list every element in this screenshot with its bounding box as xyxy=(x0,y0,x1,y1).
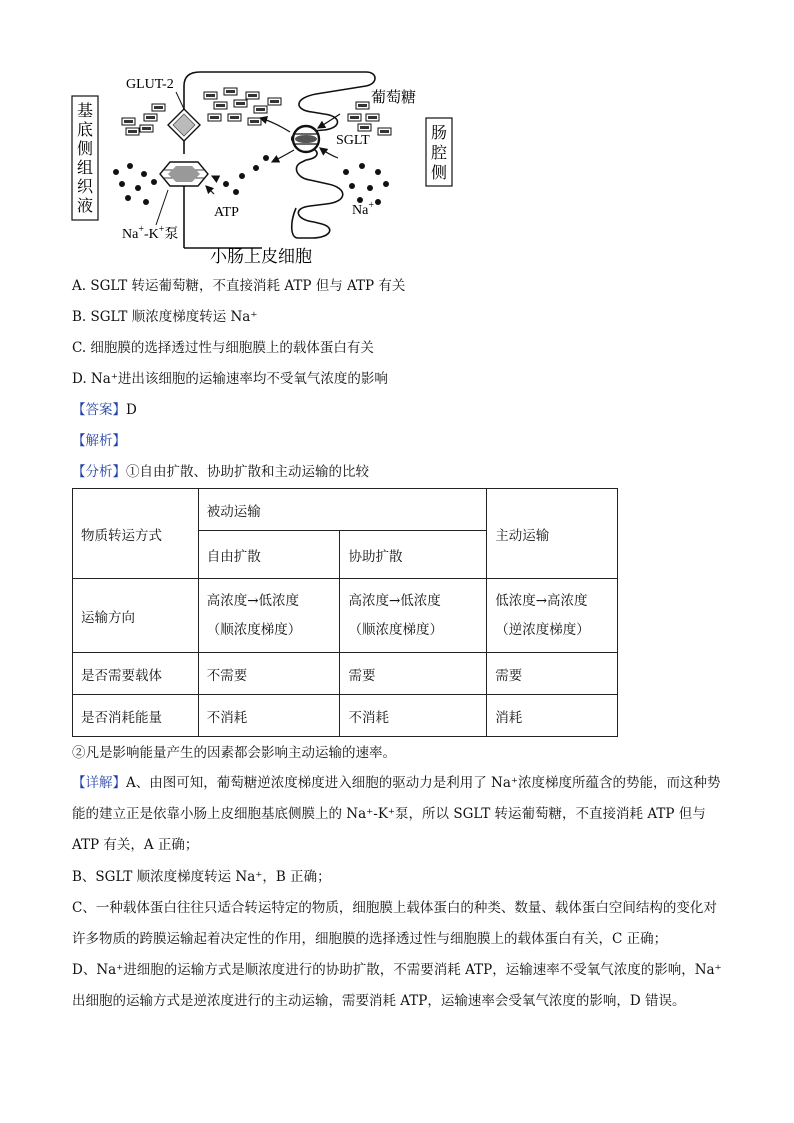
left-char-1: 基 xyxy=(76,103,94,120)
row-label-energy: 是否消耗能量 xyxy=(73,695,199,737)
answer-bracket: 【答案】 xyxy=(72,402,126,418)
cell-active-energy: 消耗 xyxy=(487,695,618,737)
option-b: B. SGLT 顺浓度梯度转运 Na⁺ xyxy=(72,309,258,325)
row-label-carrier: 是否需要载体 xyxy=(73,653,199,695)
table-row xyxy=(73,695,618,737)
right-char-2: 腔 xyxy=(430,145,448,162)
cell-free-carrier: 不需要 xyxy=(198,653,340,695)
option-d: D. Na⁺进出该细胞的运输速率均不受氧气浓度的影响 xyxy=(72,371,388,387)
cell-assist-carrier: 需要 xyxy=(340,653,487,695)
cell-assist-direction: 高浓度→低浓度 （顺浓度梯度） xyxy=(340,579,487,653)
left-char-4: 组 xyxy=(76,160,94,177)
glut2-label: GLUT-2 xyxy=(126,77,174,92)
table-row xyxy=(73,653,618,695)
left-char-5: 织 xyxy=(76,179,94,196)
answer-line xyxy=(72,400,137,420)
fenxi-text: ①自由扩散、协助扩散和主动运输的比较 xyxy=(126,464,369,480)
detail-c: C、一种载体蛋白往往只适合转运特定的物质，细胞膜上载体蛋白的种类、数量、载体蛋白空间结构的变化对许多物质的跨膜运输起着决定性的作用，细胞膜的选择透过性与细胞膜上的载体蛋白有关，C 正确； xyxy=(72,900,717,947)
diagram-caption: 小肠上皮细胞 xyxy=(210,247,312,266)
cell-free-direction: 高浓度→低浓度 （顺浓度梯度） xyxy=(198,579,340,653)
cell-transport-diagram xyxy=(66,62,466,272)
detail-bracket: 【详解】 xyxy=(72,775,126,791)
header-facilitated-diffusion: 协助扩散 xyxy=(340,531,487,579)
detail-d: D、Na⁺进细胞的运输方式是顺浓度进行的协助扩散，不需要消耗 ATP，运输速率不受氧气浓度的影响，Na⁺出细胞的运输方式是逆浓度进行的主动运输，需要消耗 ATP，运输速率会受氧气浓度的影响，D 错误。 xyxy=(72,962,722,1009)
option-a: A. SGLT 转运葡萄糖，不直接消耗 ATP 但与 ATP 有关 xyxy=(72,278,406,294)
detail-b: B、SGLT 顺浓度梯度转运 Na⁺，B 正确； xyxy=(72,869,331,885)
row-label-direction: 运输方向 xyxy=(73,579,199,653)
left-char-6: 液 xyxy=(76,198,94,215)
fenxi-bracket: 【分析】 xyxy=(72,464,126,480)
header-free-diffusion: 自由扩散 xyxy=(198,531,340,579)
sglt-label: SGLT xyxy=(336,133,370,148)
atp-label: ATP xyxy=(214,205,239,220)
cell-free-energy: 不消耗 xyxy=(198,695,340,737)
cell-assist-energy: 不消耗 xyxy=(340,695,487,737)
sodium-ions xyxy=(113,155,389,205)
table-row xyxy=(73,579,618,653)
left-char-3: 侧 xyxy=(76,141,94,158)
transport-comparison-table xyxy=(72,488,618,737)
answer-value: D xyxy=(126,402,137,418)
left-char-2: 底 xyxy=(76,122,94,139)
option-c: C. 细胞膜的选择透过性与细胞膜上的载体蛋白有关 xyxy=(72,340,374,356)
na-label: Na+ xyxy=(352,200,374,218)
right-char-3: 侧 xyxy=(430,165,448,182)
fenxi-line xyxy=(72,462,369,482)
header-passive: 被动运输 xyxy=(198,489,486,531)
glucose-label: 葡萄糖 xyxy=(371,90,417,106)
detail-a: 【详解】A、由图可知，葡萄糖逆浓度梯度进入细胞的驱动力是利用了 Na⁺浓度梯度所蕴含的势能，而这种势能的建立正是依靠小肠上皮细胞基底侧膜上的 Na⁺-K⁺泵，所以 SGLT 转运葡萄糖，不直接消耗 ATP 但与 ATP 有关，A 正确； xyxy=(72,775,721,853)
header-mode: 物质转运方式 xyxy=(73,489,199,579)
note-2: ②凡是影响能量产生的因素都会影响主动运输的速率。 xyxy=(72,745,396,761)
header-active: 主动运输 xyxy=(487,489,618,579)
analysis-label: 【解析】 xyxy=(72,433,126,449)
cell-active-direction: 低浓度→高浓度 （逆浓度梯度） xyxy=(487,579,618,653)
cell-active-carrier: 需要 xyxy=(487,653,618,695)
pump-label: Na+-K+泵 xyxy=(122,224,179,242)
right-char-1: 肠 xyxy=(430,125,448,142)
